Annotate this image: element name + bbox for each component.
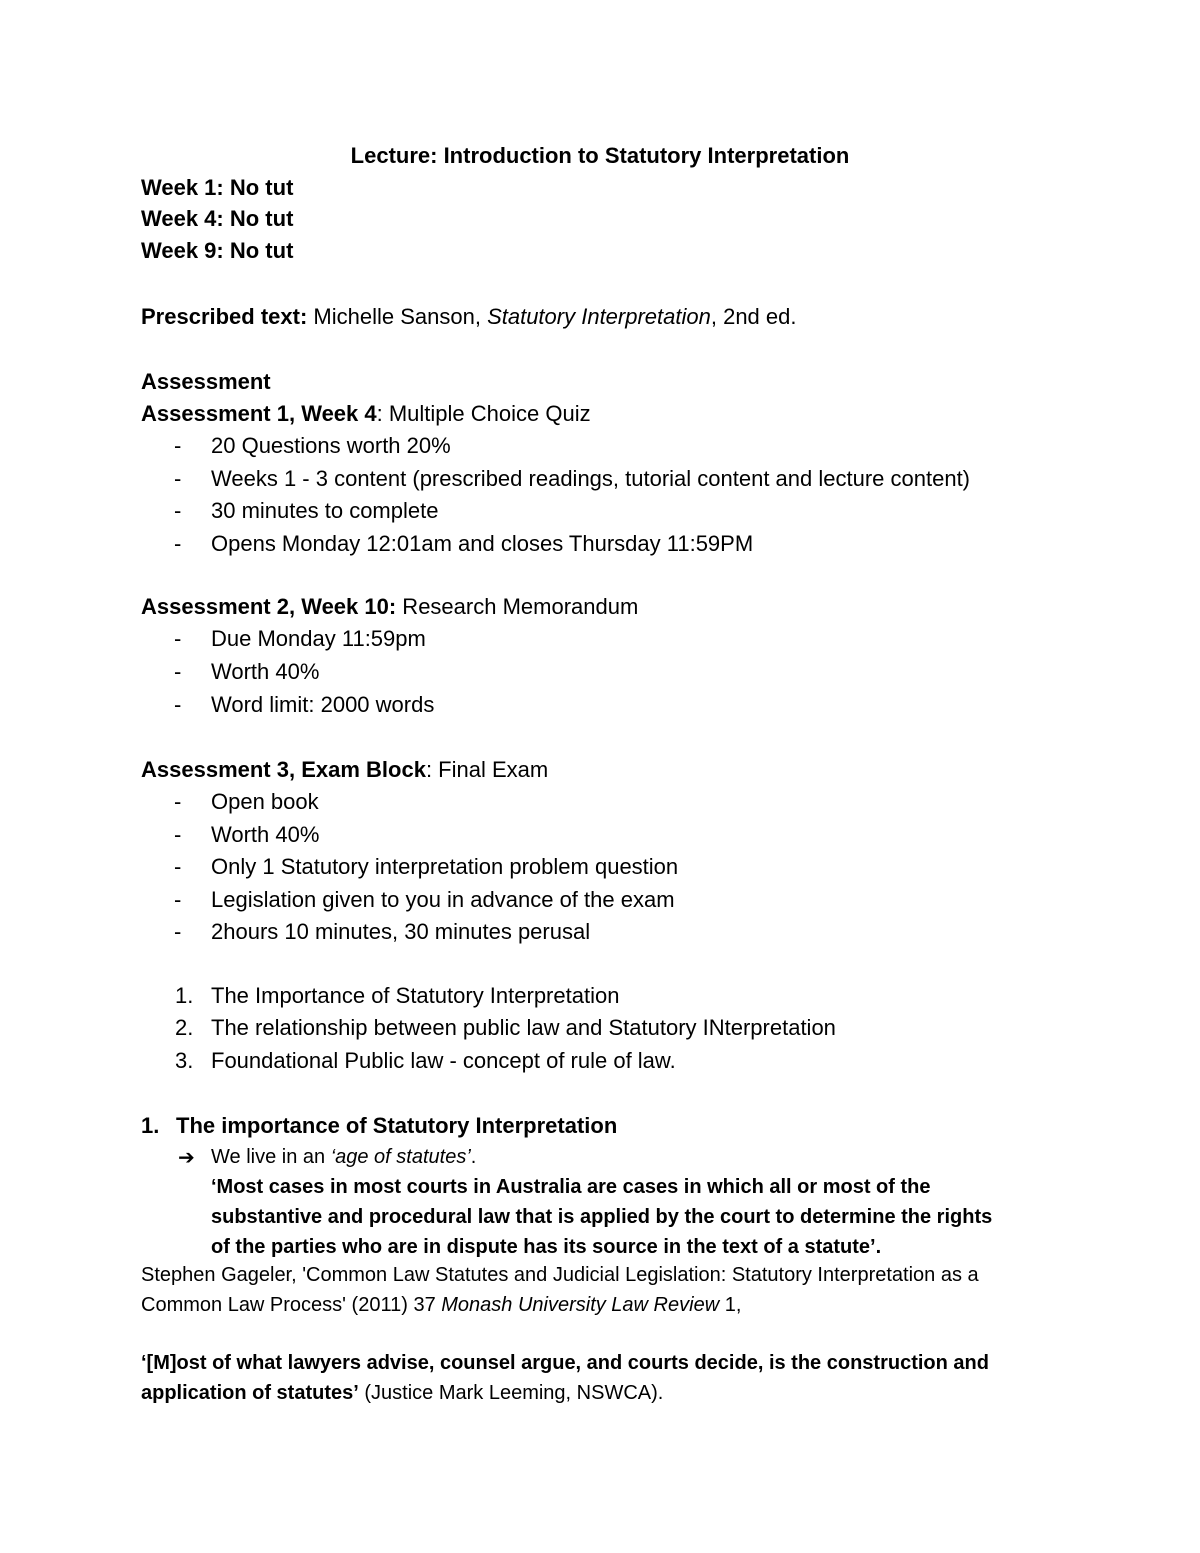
dash-marker: - <box>174 919 182 944</box>
assessment-1-title <box>141 399 591 429</box>
citation-prefix: Common Law Process' (2011) 37 <box>141 1294 442 1316</box>
assessment-3-label: Assessment 3, Exam Block <box>141 757 426 782</box>
list-item-text: Due Monday 11:59pm <box>211 626 426 651</box>
dash-marker: - <box>174 433 182 458</box>
prescribed-edition: , 2nd ed. <box>710 304 797 329</box>
topic-text: The Importance of Statutory Interpretation <box>211 983 620 1008</box>
prescribed-book: Statutory Interpretation <box>487 304 711 329</box>
page-title: Lecture: Introduction to Statutory Interpretation <box>350 143 850 168</box>
point-prefix: We live in an <box>211 1146 331 1168</box>
citation-suffix: 1, <box>719 1294 742 1316</box>
list-item-text: Worth 40% <box>211 822 320 847</box>
prescribed-text <box>141 302 797 332</box>
assessment-2-label: Assessment 2, Week 10: <box>141 594 397 619</box>
dash-marker: - <box>174 822 182 847</box>
dash-marker: - <box>174 498 182 523</box>
assessment-1-label: Assessment 1, Week 4 <box>141 401 377 426</box>
list-item-text: Open book <box>211 789 319 814</box>
point-suffix: . <box>470 1146 477 1168</box>
quote-line: substantive and procedural law that is applied by the court to determine the rights <box>211 1206 993 1228</box>
dash-marker: - <box>174 692 182 717</box>
week-note: Week 9: No tut <box>141 238 294 263</box>
list-item-text: Legislation given to you in advance of the exam <box>211 887 675 912</box>
topic-text: The relationship between public law and Statutory INterpretation <box>211 1015 836 1040</box>
assessment-3-desc: : Final Exam <box>425 757 549 782</box>
arrow-point-text <box>211 1142 476 1172</box>
assessment-2-title <box>141 592 638 622</box>
quote-line: of the parties who are in dispute has its source in the text of a statute’. <box>211 1236 882 1258</box>
list-item-text: Worth 40% <box>211 659 320 684</box>
quote2-bold: application of statutes’ <box>141 1382 359 1404</box>
list-item-text: 20 Questions worth 20% <box>211 433 451 458</box>
point-italic: ‘age of statutes’ <box>330 1146 471 1168</box>
section-number: 1. <box>141 1113 160 1138</box>
section-heading-text: The importance of Statutory Interpretation <box>176 1113 618 1138</box>
quote2-line <box>141 1378 663 1408</box>
dash-marker: - <box>174 466 182 491</box>
prescribed-label: Prescribed text: <box>141 304 308 329</box>
week-note: Week 4: No tut <box>141 206 294 231</box>
assessment-1-desc: : Multiple Choice Quiz <box>376 401 591 426</box>
citation-journal: Monash University Law Review <box>441 1294 720 1316</box>
list-item-text: Word limit: 2000 words <box>211 692 435 717</box>
citation-line: Stephen Gageler, 'Common Law Statutes and Judicial Legislation: Statutory Interpretation as a <box>141 1264 979 1286</box>
dash-marker: - <box>174 626 182 651</box>
topic-number: 3. <box>175 1048 194 1073</box>
dash-marker: - <box>174 887 182 912</box>
dash-marker: - <box>174 531 182 556</box>
assessment-heading: Assessment <box>141 369 271 394</box>
quote-line: ‘Most cases in most courts in Australia are cases in which all or most of the <box>211 1176 931 1198</box>
week-note: Week 1: No tut <box>141 175 294 200</box>
dash-marker: - <box>174 789 182 814</box>
topic-text: Foundational Public law - concept of rule of law. <box>211 1048 676 1073</box>
list-item-text: 2hours 10 minutes, 30 minutes perusal <box>211 919 591 944</box>
assessment-3-title <box>141 755 548 785</box>
list-item-text: Opens Monday 12:01am and closes Thursday 11:59PM <box>211 531 754 556</box>
arrow-right-icon: ➔ <box>178 1147 195 1169</box>
quote2-line: ‘[M]ost of what lawyers advise, counsel argue, and courts decide, is the construction and <box>141 1352 989 1374</box>
topic-number: 2. <box>175 1015 194 1040</box>
list-item-text: Only 1 Statutory interpretation problem question <box>211 854 679 879</box>
list-item-text: 30 minutes to complete <box>211 498 439 523</box>
list-item-text: Weeks 1 - 3 content (prescribed readings, tutorial content and lecture content) <box>211 466 971 491</box>
citation-line <box>141 1290 741 1320</box>
dash-marker: - <box>174 854 182 879</box>
dash-marker: - <box>174 659 182 684</box>
topic-number: 1. <box>175 983 194 1008</box>
quote2-attribution: (Justice Mark Leeming, NSWCA). <box>358 1382 664 1404</box>
assessment-2-desc: Research Memorandum <box>396 594 639 619</box>
prescribed-author: Michelle Sanson, <box>307 304 488 329</box>
